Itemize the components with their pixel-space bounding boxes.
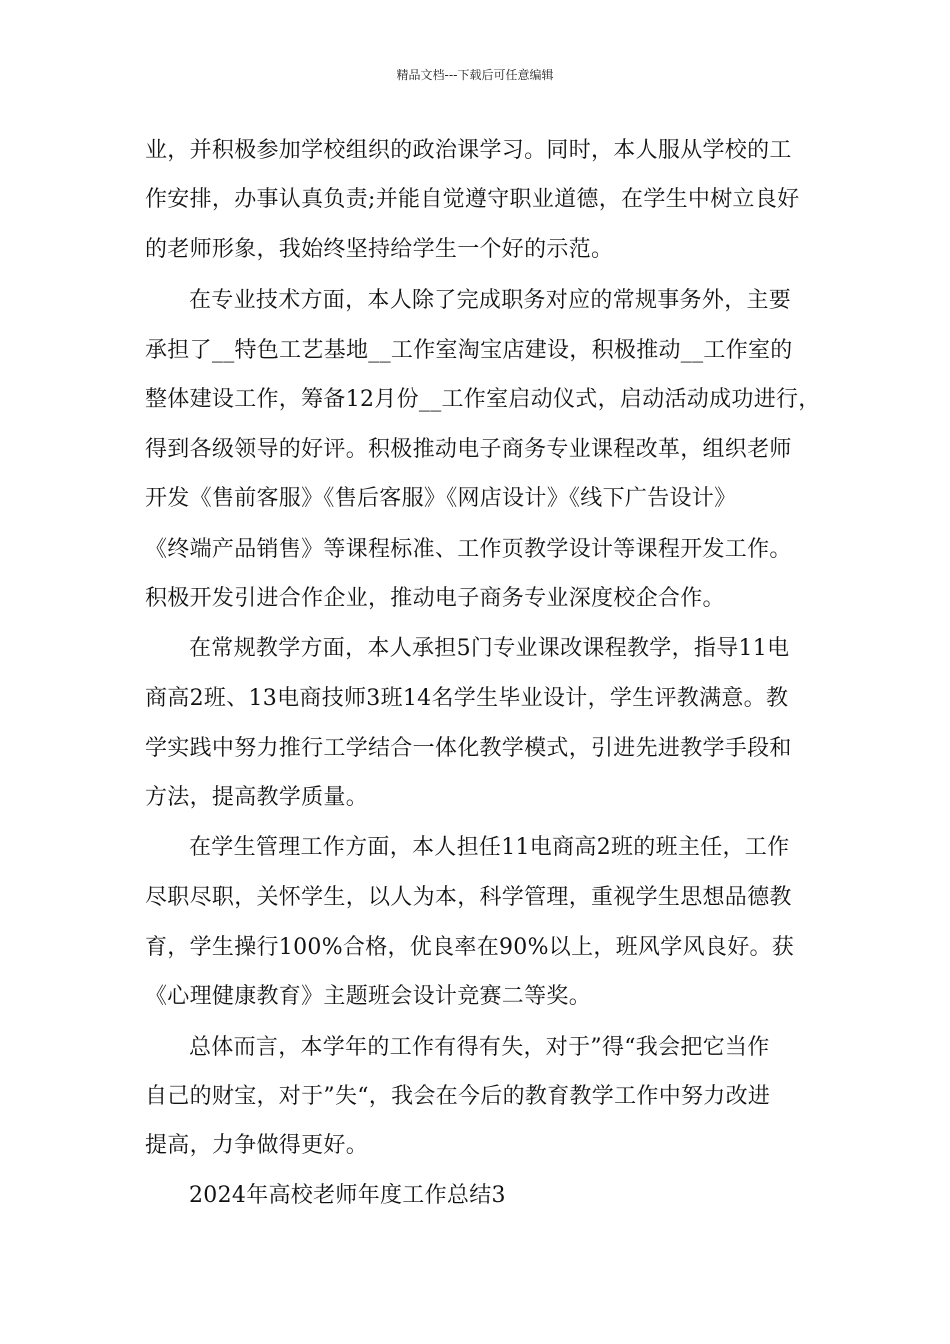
text-line: 商高2班、13电商技师3班14名学生毕业设计，学生评教满意。教 bbox=[145, 686, 789, 711]
text-line: 尽职尽职，关怀学生，以人为本，科学管理，重视学生思想品德教 bbox=[145, 885, 792, 910]
text-line: 育，学生操行100%合格，优良率在90%以上，班风学风良好。获 bbox=[145, 935, 795, 960]
paragraph-first-line: 在学生管理工作方面，本人担任11电商高2班的班主任，工作 bbox=[189, 835, 790, 860]
text-line: 提高，力争做得更好。 bbox=[145, 1133, 369, 1158]
text-line: 作安排，办事认真负责;并能自觉遵守职业道德，在学生中树立良好 bbox=[145, 187, 800, 212]
text-line: 得到各级领导的好评。积极推动电子商务专业课程改革，组织老师 bbox=[145, 437, 792, 462]
text-line: 整体建设工作，筹备12月份__工作室启动仪式，启动活动成功进行， bbox=[145, 387, 821, 412]
paragraph-first-line: 在专业技术方面，本人除了完成职务对应的常规事务外，主要 bbox=[189, 288, 792, 313]
text-line: 《心理健康教育》主题班会设计竞赛二等奖。 bbox=[145, 984, 592, 1009]
text-line: 积极开发引进合作企业，推动电子商务专业深度校企合作。 bbox=[145, 586, 725, 611]
text-line: 学实践中努力推行工学结合一体化教学模式，引进先进教学手段和 bbox=[145, 736, 792, 761]
text-line: 开发《售前客服》《售后客服》《网店设计》《线下广告设计》 bbox=[145, 486, 737, 511]
text-line: 方法，提高教学质量。 bbox=[145, 785, 369, 810]
text-line: 承担了__特色工艺基地__工作室淘宝店建设，积极推动__工作室的 bbox=[145, 338, 793, 363]
paragraph-first-line: 在常规教学方面，本人承担5门专业课改课程教学，指导11电 bbox=[189, 636, 790, 661]
text-line: 业，并积极参加学校组织的政治课学习。同时，本人服从学校的工 bbox=[145, 138, 792, 163]
text-line: 的老师形象，我始终坚持给学生一个好的示范。 bbox=[145, 237, 614, 262]
paragraph-first-line: 总体而言，本学年的工作有得有失，对于”得“我会把它当作 bbox=[189, 1035, 770, 1060]
text-line: 自己的财宝，对于”失“，我会在今后的教育教学工作中努力改进 bbox=[145, 1084, 771, 1109]
section-title: 2024年高校老师年度工作总结3 bbox=[189, 1183, 506, 1208]
text-line: 《终端产品销售》等课程标准、工作页教学设计等课程开发工作。 bbox=[145, 537, 792, 562]
page-header: 精品文档---下载后可任意编辑 bbox=[396, 68, 554, 82]
